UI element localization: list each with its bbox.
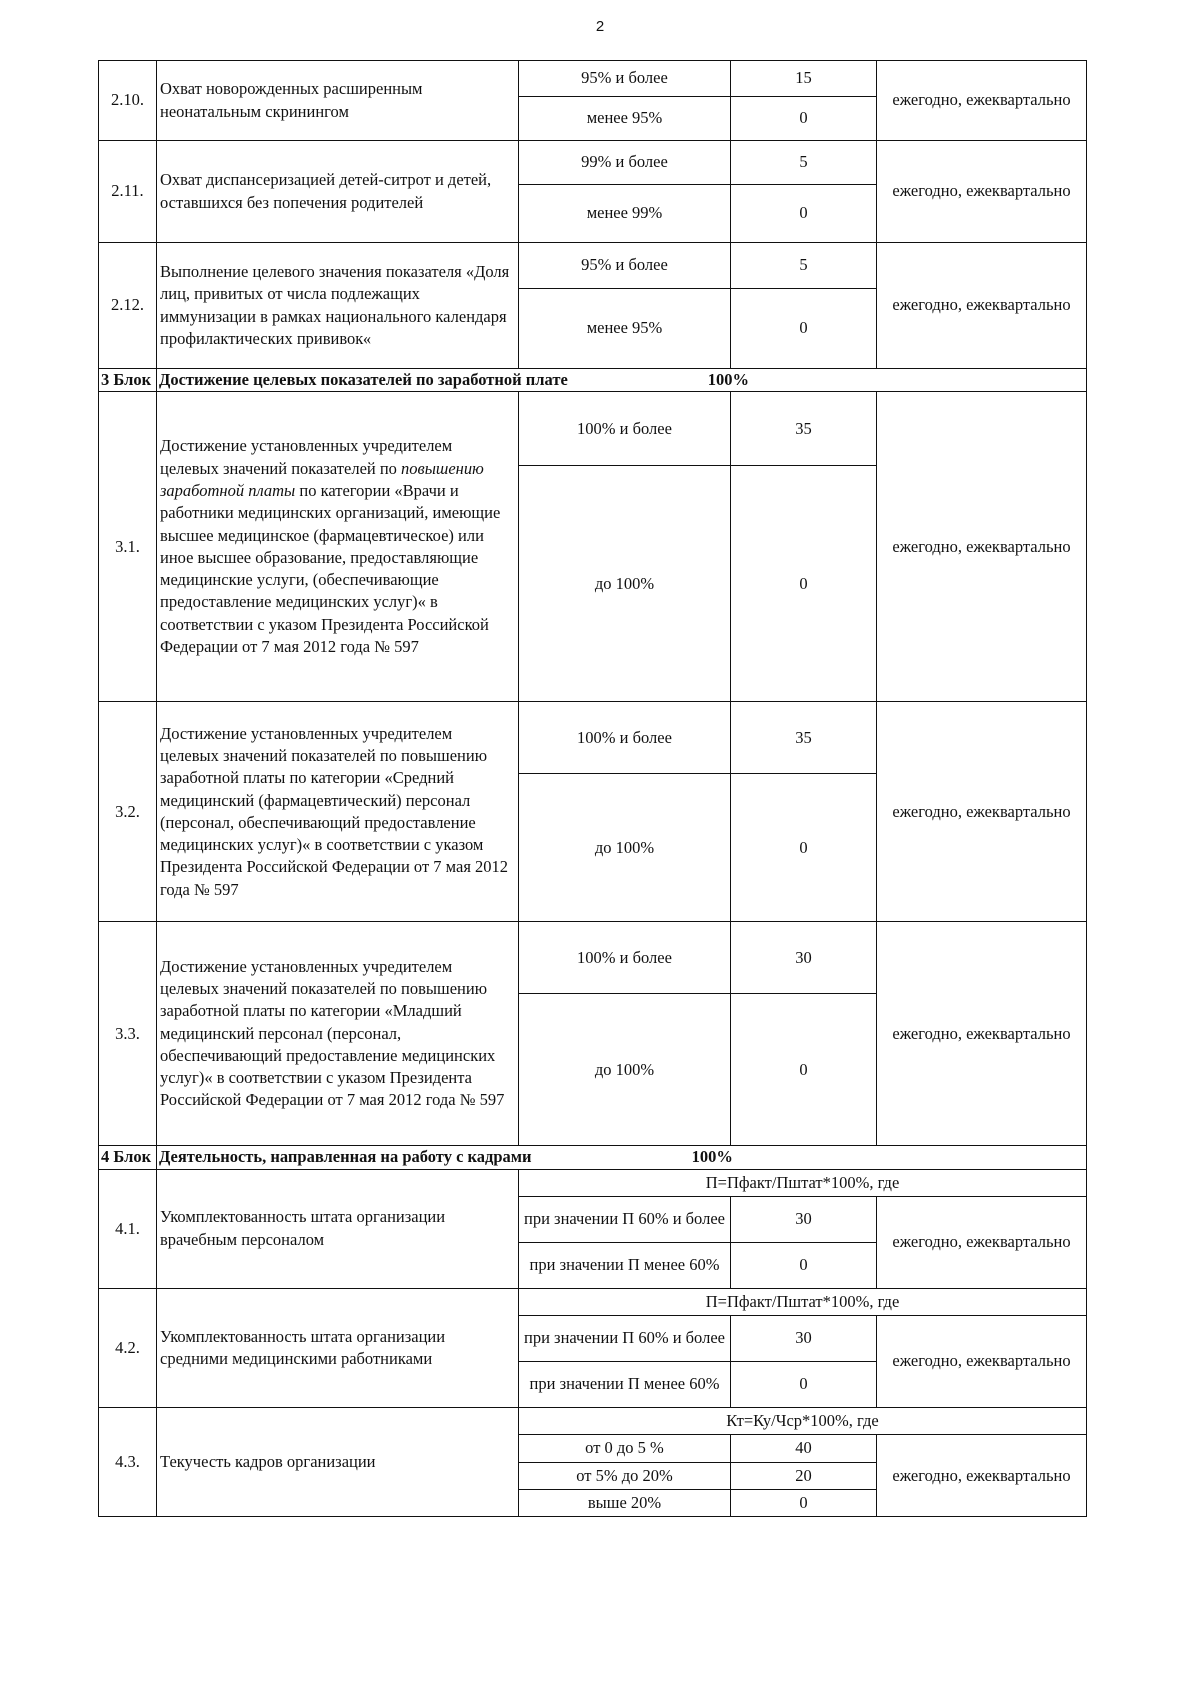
indicator-description: Охват диспансеризацией детей-ситрот и детей, оставшихся без попечения родителей xyxy=(157,141,519,243)
page-number: 2 xyxy=(595,18,605,35)
formula: П=Пфакт/Пштат*100%, где xyxy=(519,1169,1087,1196)
criterion-value: от 0 до 5 % xyxy=(519,1435,731,1462)
row-number: 4.2. xyxy=(99,1288,157,1407)
table-row xyxy=(99,61,1087,97)
block-header-row xyxy=(99,369,1087,392)
points-value: 0 xyxy=(731,774,877,922)
criterion-value: выше 20% xyxy=(519,1489,731,1516)
formula: П=Пфакт/Пштат*100%, где xyxy=(519,1288,1087,1315)
periodicity: ежегодно, ежеквартально xyxy=(877,702,1087,922)
block-percent: 100% xyxy=(707,370,750,389)
periodicity: ежегодно, ежеквартально xyxy=(877,922,1087,1146)
periodicity: ежегодно, ежеквартально xyxy=(877,1196,1087,1288)
periodicity: ежегодно, ежеквартально xyxy=(877,141,1087,243)
points-value: 0 xyxy=(731,466,877,702)
row-number: 2.11. xyxy=(99,141,157,243)
criterion-value: до 100% xyxy=(519,994,731,1146)
points-value: 0 xyxy=(731,185,877,243)
row-number: 4.1. xyxy=(99,1169,157,1288)
points-value: 30 xyxy=(731,1196,877,1242)
table-row xyxy=(99,141,1087,185)
table-row xyxy=(99,922,1087,994)
row-number: 3.3. xyxy=(99,922,157,1146)
periodicity: ежегодно, ежеквартально xyxy=(877,1316,1087,1408)
criterion-value: 100% и более xyxy=(519,392,731,466)
points-value: 0 xyxy=(731,1362,877,1408)
block-title-cell xyxy=(157,1146,1087,1169)
points-value: 40 xyxy=(731,1435,877,1462)
indicator-description xyxy=(157,392,519,702)
row-number: 4.3. xyxy=(99,1408,157,1517)
criterion-value: 100% и более xyxy=(519,922,731,994)
row-number: 3.2. xyxy=(99,702,157,922)
table-row xyxy=(99,1408,1087,1435)
points-value: 5 xyxy=(731,141,877,185)
block-title-cell xyxy=(157,369,1087,392)
table-row xyxy=(99,392,1087,466)
description-italic-part: повышению заработной платы xyxy=(160,458,484,500)
criterion-value: при значении П 60% и более xyxy=(519,1196,731,1242)
formula: Кт=Ку/Чср*100%, где xyxy=(519,1408,1087,1435)
criterion-value: менее 99% xyxy=(519,185,731,243)
block-title: Деятельность, направленная на работу с кадрами xyxy=(159,1147,532,1167)
indicators-table xyxy=(98,60,1087,1517)
indicator-description: Выполнение целевого значения показателя «Доля лиц, привитых от числа подлежащих иммунизации в рамках национального календаря профилактических прививок« xyxy=(157,243,519,369)
points-value: 0 xyxy=(731,289,877,369)
criterion-value: при значении П менее 60% xyxy=(519,1362,731,1408)
description-part: Достижение установленных учредителем целевых значений показателей по xyxy=(160,436,453,478)
points-value: 5 xyxy=(731,243,877,289)
indicator-description: Укомплектованность штата организации средними медицинскими работниками xyxy=(157,1288,519,1407)
block-title: Достижение целевых показателей по заработной плате xyxy=(159,370,568,389)
periodicity: ежегодно, ежеквартально xyxy=(877,243,1087,369)
criterion-value: при значении П 60% и более xyxy=(519,1316,731,1362)
criterion-value: 95% и более xyxy=(519,243,731,289)
periodicity: ежегодно, ежеквартально xyxy=(877,1435,1087,1517)
points-value: 35 xyxy=(731,702,877,774)
points-value: 35 xyxy=(731,392,877,466)
description-part: по категории «Врачи и работники медицинских организаций, имеющие высшее медицинское (фармацевтическое) или иное высшее образование, предоставляющие медицинские услуги, (обеспечивающие предоставление медицинских услуг)« в соответствии с указом Президента Российской Федерации от 7 мая 2012 года № 597 xyxy=(160,480,501,656)
criterion-value: 95% и более xyxy=(519,61,731,97)
row-number: 2.10. xyxy=(99,61,157,141)
table-row xyxy=(99,702,1087,774)
criterion-value: менее 95% xyxy=(519,289,731,369)
indicator-description: Достижение установленных учредителем целевых значений показателей по повышению заработной платы по категории «Средний медицинский (фармацевтический) персонал (персонал, обеспечивающий предоставление медицинских услуг)« в соответствии с указом Президента Российской Федерации от 7 мая 2012 года № 597 xyxy=(157,702,519,922)
criterion-value: 100% и более xyxy=(519,702,731,774)
points-value: 0 xyxy=(731,97,877,141)
table-row xyxy=(99,1288,1087,1315)
points-value: 15 xyxy=(731,61,877,97)
points-value: 0 xyxy=(731,1489,877,1516)
periodicity: ежегодно, ежеквартально xyxy=(877,392,1087,702)
table-row xyxy=(99,1169,1087,1196)
indicator-description: Достижение установленных учредителем целевых значений показателей по повышению заработной платы по категории «Младший медицинский персонал (персонал, обеспечивающий предоставление медицинских услуг)« в соответствии с указом Президента Российской Федерации от 7 мая 2012 года № 597 xyxy=(157,922,519,1146)
block-label: 3 Блок xyxy=(99,369,157,392)
periodicity: ежегодно, ежеквартально xyxy=(877,61,1087,141)
table-row xyxy=(99,243,1087,289)
row-number: 3.1. xyxy=(99,392,157,702)
block-header-row xyxy=(99,1146,1087,1169)
block-label: 4 Блок xyxy=(99,1146,157,1169)
criterion-value: до 100% xyxy=(519,774,731,922)
block-percent: 100% xyxy=(691,1147,733,1167)
indicator-description: Охват новорожденных расширенным неонатальным скринингом xyxy=(157,61,519,141)
points-value: 30 xyxy=(731,922,877,994)
criterion-value: при значении П менее 60% xyxy=(519,1242,731,1288)
points-value: 20 xyxy=(731,1462,877,1489)
indicator-description: Текучесть кадров организации xyxy=(157,1408,519,1517)
indicator-description: Укомплектованность штата организации врачебным персоналом xyxy=(157,1169,519,1288)
row-number: 2.12. xyxy=(99,243,157,369)
criterion-value: до 100% xyxy=(519,466,731,702)
criterion-value: 99% и более xyxy=(519,141,731,185)
points-value: 30 xyxy=(731,1316,877,1362)
criterion-value: менее 95% xyxy=(519,97,731,141)
criterion-value: от 5% до 20% xyxy=(519,1462,731,1489)
points-value: 0 xyxy=(731,1242,877,1288)
points-value: 0 xyxy=(731,994,877,1146)
